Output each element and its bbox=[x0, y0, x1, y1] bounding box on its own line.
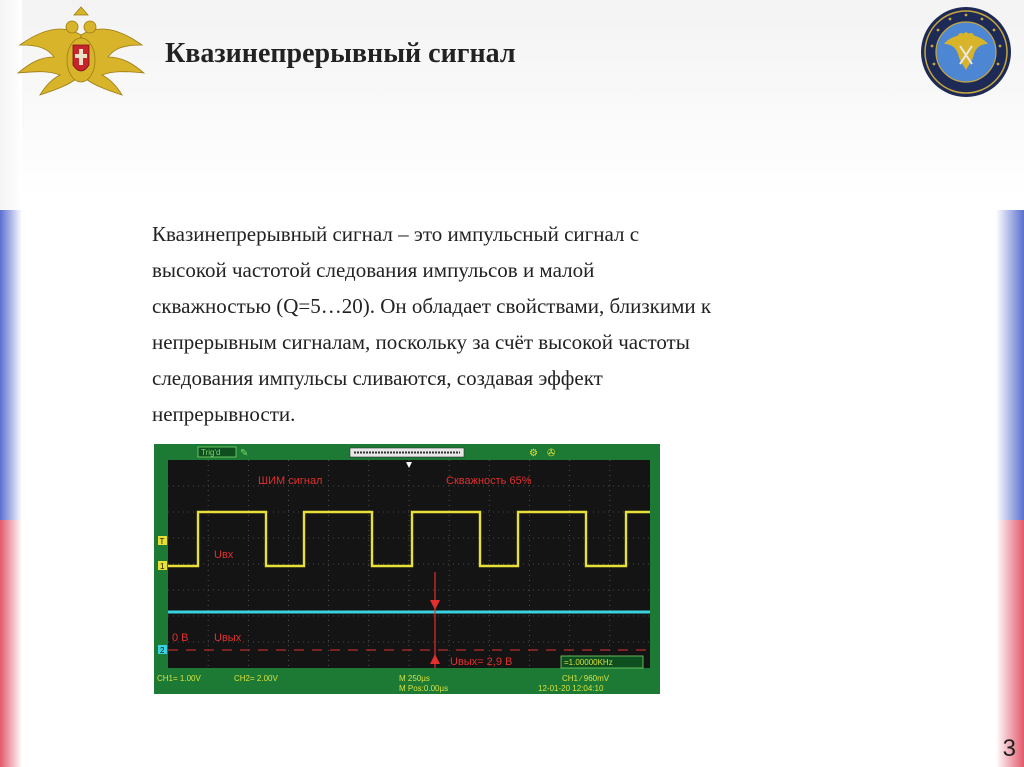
printer-icon: ✇ bbox=[547, 448, 556, 459]
timebase-readout: M 250µs bbox=[399, 674, 430, 683]
body-line: следования импульсы сливаются, создавая эффект bbox=[152, 366, 603, 390]
trigger-readout: CH1 ∕ 960mV bbox=[562, 674, 610, 683]
usb-icon: ⚙ bbox=[529, 448, 538, 459]
trigger-level-marker: T bbox=[159, 537, 165, 546]
slide-body-text bbox=[152, 216, 872, 432]
right-flag-stripe-red bbox=[996, 520, 1024, 767]
header-background bbox=[0, 0, 1024, 200]
left-flag-stripe-blue bbox=[0, 210, 22, 520]
duty-cycle-label: Скважность 65% bbox=[446, 475, 532, 487]
output-voltage-label: Uвых bbox=[214, 632, 242, 644]
body-line: скважностью (Q=5…20). Он обладает свойствами, близкими к bbox=[152, 294, 712, 318]
output-voltage-value: Uвых= 2,9 В bbox=[450, 656, 513, 668]
page-number: 3 bbox=[1002, 735, 1016, 762]
body-line: непрерывности. bbox=[152, 402, 296, 426]
ch1-marker: 1 bbox=[160, 562, 165, 571]
slide-title: Квазинепрерывный сигнал bbox=[165, 38, 516, 69]
left-flag-stripe-red bbox=[0, 520, 22, 767]
right-flag-stripe-blue bbox=[996, 210, 1024, 520]
ch2-marker: 2 bbox=[160, 646, 165, 655]
date-time-readout: 12-01-20 12:04:10 bbox=[538, 684, 604, 693]
body-line: непрерывным сигналам, поскольку за счёт высокой частоты bbox=[152, 330, 690, 354]
oscilloscope-screenshot bbox=[154, 444, 660, 694]
zero-volt-label: 0 В bbox=[172, 632, 189, 644]
pwm-signal-label: ШИМ сигнал bbox=[258, 475, 323, 487]
body-line: высокой частотой следования импульсов и малой bbox=[152, 258, 595, 282]
position-readout: M Pos:0.00µs bbox=[399, 684, 449, 693]
body-line: Квазинепрерывный сигнал – это импульсный сигнал с bbox=[152, 222, 640, 246]
input-voltage-label: Uвх bbox=[214, 549, 234, 561]
frequency-readout: =1.00000KHz bbox=[564, 658, 613, 667]
ch2-scale-readout: CH2= 2.00V bbox=[234, 674, 278, 683]
academy-seal-icon bbox=[920, 6, 1012, 98]
ch1-scale-readout: CH1= 1.00V bbox=[157, 674, 201, 683]
trig-status-label: Trig'd bbox=[201, 448, 221, 457]
armed-forces-emblem-icon bbox=[10, 5, 152, 100]
pen-icon: ✎ bbox=[240, 448, 249, 459]
